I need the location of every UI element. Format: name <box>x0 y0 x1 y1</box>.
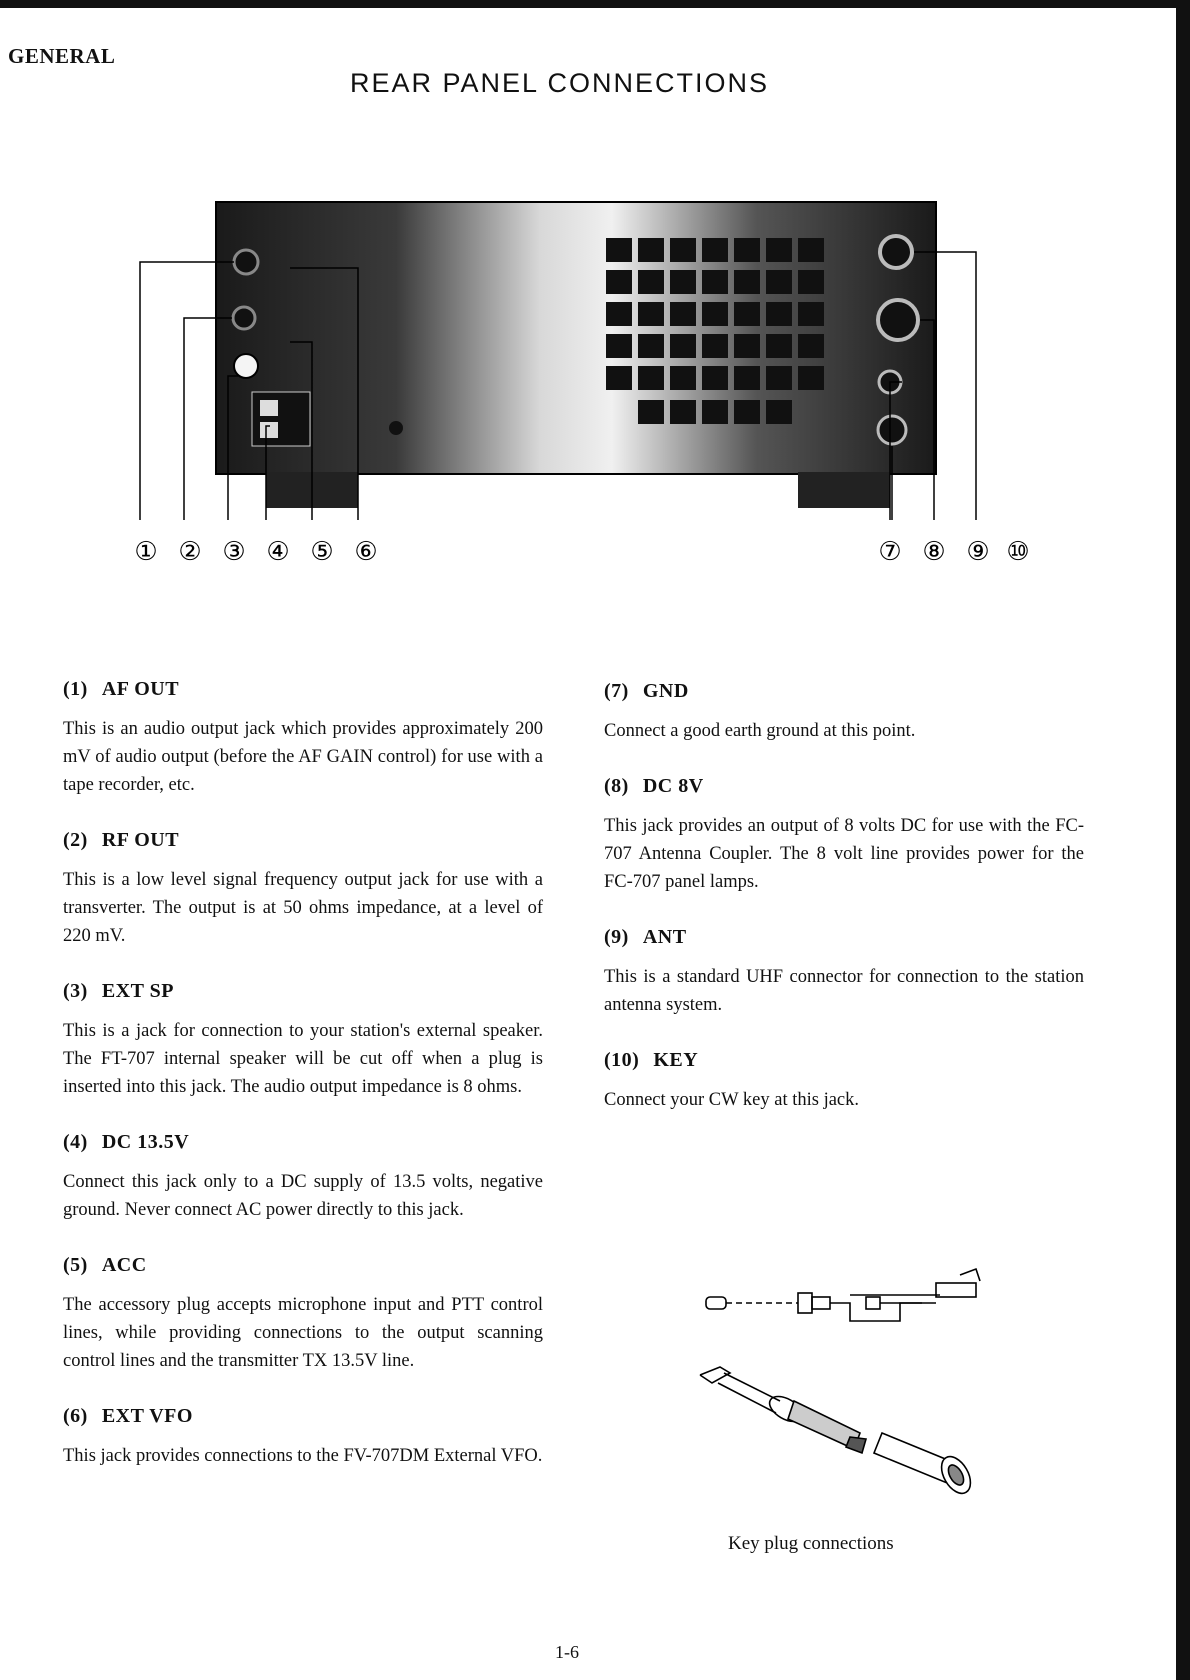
section-label: GENERAL <box>8 44 116 68</box>
page-title: REAR PANEL CONNECTIONS <box>350 68 770 98</box>
callout-1: ① <box>134 537 158 567</box>
callout-2: ② <box>178 537 202 567</box>
rear-panel-illustration <box>134 190 1040 580</box>
connection-key <box>604 1049 1084 1114</box>
connection-dc-13-5v <box>63 1131 543 1224</box>
callout-9: ⑨ <box>966 537 990 567</box>
item-number: (3) <box>63 980 88 1002</box>
callout-10: ⑩ <box>1006 537 1030 567</box>
connection-gnd <box>604 680 1084 745</box>
item-description: Connect a good earth ground at this point. <box>604 721 916 741</box>
item-description: This is an audio output jack which provides approximately 200 mV of audio output (before the AF GAIN control) for use with a tape recorder, etc. <box>63 719 543 795</box>
item-number: (4) <box>63 1131 88 1153</box>
item-number: (9) <box>604 926 629 948</box>
callout-3: ③ <box>222 537 246 567</box>
connection-ext-vfo <box>63 1405 543 1470</box>
item-name: EXT VFO <box>101 1405 193 1427</box>
item-number: (5) <box>63 1254 88 1276</box>
item-description: Connect your CW key at this jack. <box>604 1090 860 1110</box>
connection-ant <box>604 926 1084 1019</box>
callout-4: ④ <box>266 537 290 567</box>
item-number: (1) <box>63 678 88 700</box>
item-name: ANT <box>642 926 687 948</box>
item-description: This jack provides an output of 8 volts DC for use with the FC-707 Antenna Coupler. The 8 volt line provides power for the FC-707 panel lamps. <box>604 816 1084 892</box>
item-name: GND <box>642 680 689 702</box>
item-name: DC 8V <box>642 775 704 797</box>
connection-acc <box>63 1254 543 1375</box>
callout-8: ⑧ <box>922 537 946 567</box>
callout-6: ⑥ <box>354 537 378 567</box>
connection-af-out <box>63 678 543 799</box>
item-description: The accessory plug accepts microphone input and PTT control lines, while providing connections to the output scanning control lines and the transmitter TX 13.5V line. <box>63 1295 543 1371</box>
item-name: RF OUT <box>101 829 180 851</box>
item-number: (7) <box>604 680 629 702</box>
connection-ext-sp <box>63 980 543 1101</box>
item-description: This is a jack for connection to your station's external speaker. The FT-707 internal speaker will be cut off when a plug is inserted into this jack. The audio output impedance is 8 ohms. <box>63 1021 543 1097</box>
connection-dc-8v <box>604 775 1084 896</box>
item-name: KEY <box>653 1049 699 1071</box>
item-number: (2) <box>63 829 88 851</box>
top-border <box>0 0 1190 8</box>
item-number: (10) <box>604 1049 640 1071</box>
item-name: EXT SP <box>101 980 174 1002</box>
item-number: (8) <box>604 775 629 797</box>
item-description: Connect this jack only to a DC supply of 13.5 volts, negative ground. Never connect AC power directly to this jack. <box>63 1172 543 1220</box>
item-description: This jack provides connections to the FV-707DM External VFO. <box>63 1446 543 1466</box>
right-border <box>1176 0 1190 1680</box>
key-plug-caption: Key plug connections <box>728 1533 894 1554</box>
item-description: This is a low level signal frequency output jack for use with a transverter. The output is at 50 ohms impedance, at a level of 220 mV. <box>63 870 543 946</box>
connection-rf-out <box>63 829 543 950</box>
left-column <box>63 678 543 1500</box>
item-name: AF OUT <box>101 678 180 700</box>
key-plug-illustration <box>690 1255 1010 1495</box>
right-column <box>604 680 1084 1144</box>
item-description: This is a standard UHF connector for connection to the station antenna system. <box>604 967 1084 1015</box>
callout-7: ⑦ <box>878 537 902 567</box>
item-name: ACC <box>101 1254 147 1276</box>
item-name: DC 13.5V <box>101 1131 190 1153</box>
item-number: (6) <box>63 1405 88 1427</box>
callout-5: ⑤ <box>310 537 334 567</box>
page-number: 1-6 <box>555 1642 579 1662</box>
